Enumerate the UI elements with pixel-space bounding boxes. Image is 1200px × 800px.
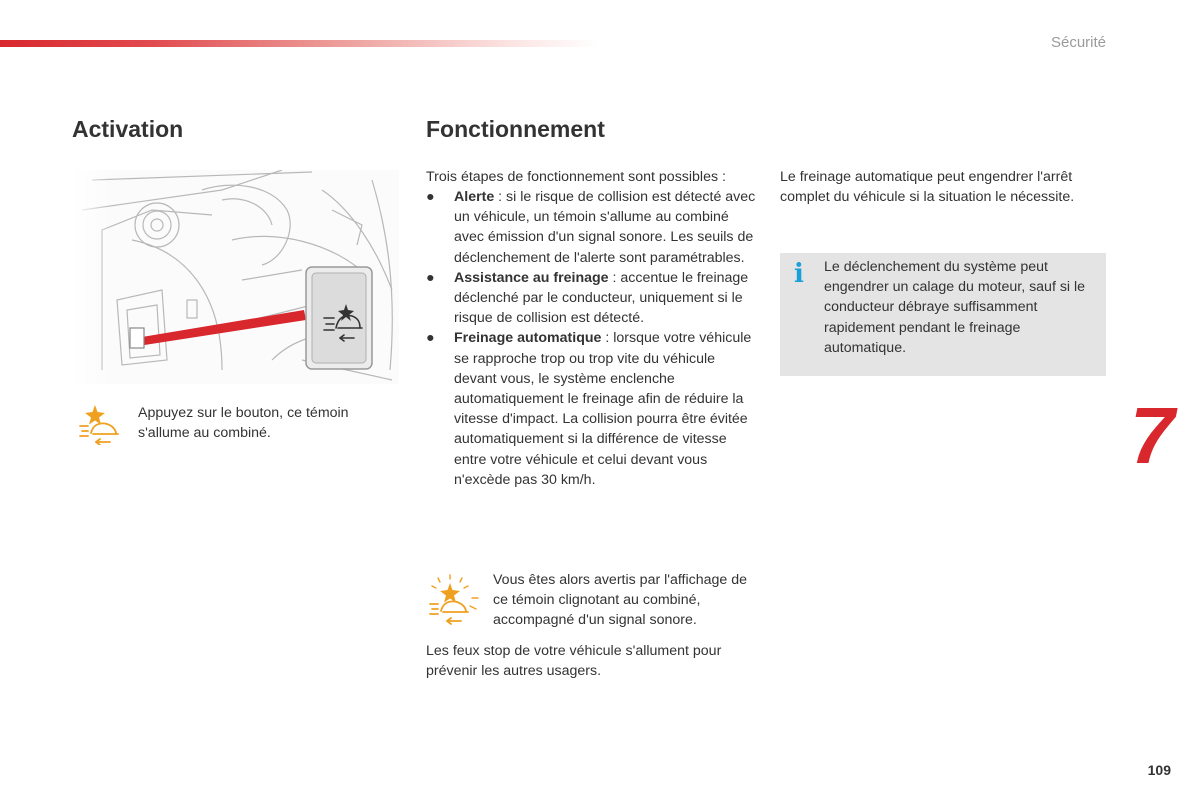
- page-number: 109: [1147, 762, 1171, 778]
- bullet-icon: ●: [426, 189, 435, 205]
- header-accent-bar: [0, 40, 600, 47]
- activation-heading: Activation: [72, 116, 184, 142]
- bullet-icon: ●: [426, 269, 435, 286]
- step-label: Freinage automatique: [454, 330, 602, 347]
- info-box: [780, 253, 1106, 376]
- fonctionnement-intro: Trois étapes de fonctionnement sont possibles :: [426, 169, 726, 185]
- list-item: [426, 268, 756, 329]
- dashboard-illustration: [72, 170, 399, 384]
- step-text: : lorsque votre véhicule se rapproche trop ou trop vite du véhicule devant vous, le système enclenche automatiquement le freinage afin de réduire la vitesse d'impact. La collision pourra être évitée automatiquement si la différence de vitesse entre votre véhicule et celui devant vous n'excède pas 30 km/h.: [454, 330, 752, 488]
- info-icon: i: [794, 259, 804, 289]
- flashing-collision-alert-icon: [426, 574, 484, 630]
- step-label: Assistance au freinage: [454, 269, 609, 286]
- chapter-number: 7: [1130, 391, 1175, 480]
- step-text: : si le risque de collision est détecté avec un véhicule, un témoin s'allume au combiné avec émission d'un signal sonore. Les seuils de déclenchement de l'alerte sont paramétrables.: [454, 189, 756, 266]
- bullet-icon: ●: [426, 330, 435, 347]
- info-box-text: Le déclenchement du système peut engendrer un calage du moteur, sauf si le conducteur débraye suffisamment rapidement pendant le freinage automatique.: [824, 259, 1086, 356]
- auto-stop-text: Le freinage automatique peut engendrer l'arrêt complet du véhicule si la situation le nécessite.: [780, 169, 1075, 206]
- step-text: : accentue le freinage déclenché par le conducteur, uniquement si le risque de collision est détecté.: [454, 269, 749, 327]
- warning-note: [426, 570, 756, 634]
- step-label: Alerte: [454, 189, 495, 205]
- activation-instruction: Appuyez sur le bouton, ce témoin s'allume au combiné.: [138, 405, 349, 442]
- list-item: [426, 328, 756, 490]
- brake-lights-text: Les feux stop de votre véhicule s'allument pour prévenir les autres usagers.: [426, 643, 722, 680]
- warning-note-text: Vous êtes alors avertis par l'affichage de ce témoin clignotant au combiné, accompagné d'un signal sonore.: [493, 572, 748, 629]
- fonctionnement-heading: Fonctionnement: [426, 116, 605, 142]
- collision-alert-warning-icon: [78, 403, 124, 445]
- section-title: Sécurité: [1050, 34, 1106, 51]
- steps-list: [426, 187, 756, 490]
- list-item: [426, 187, 756, 268]
